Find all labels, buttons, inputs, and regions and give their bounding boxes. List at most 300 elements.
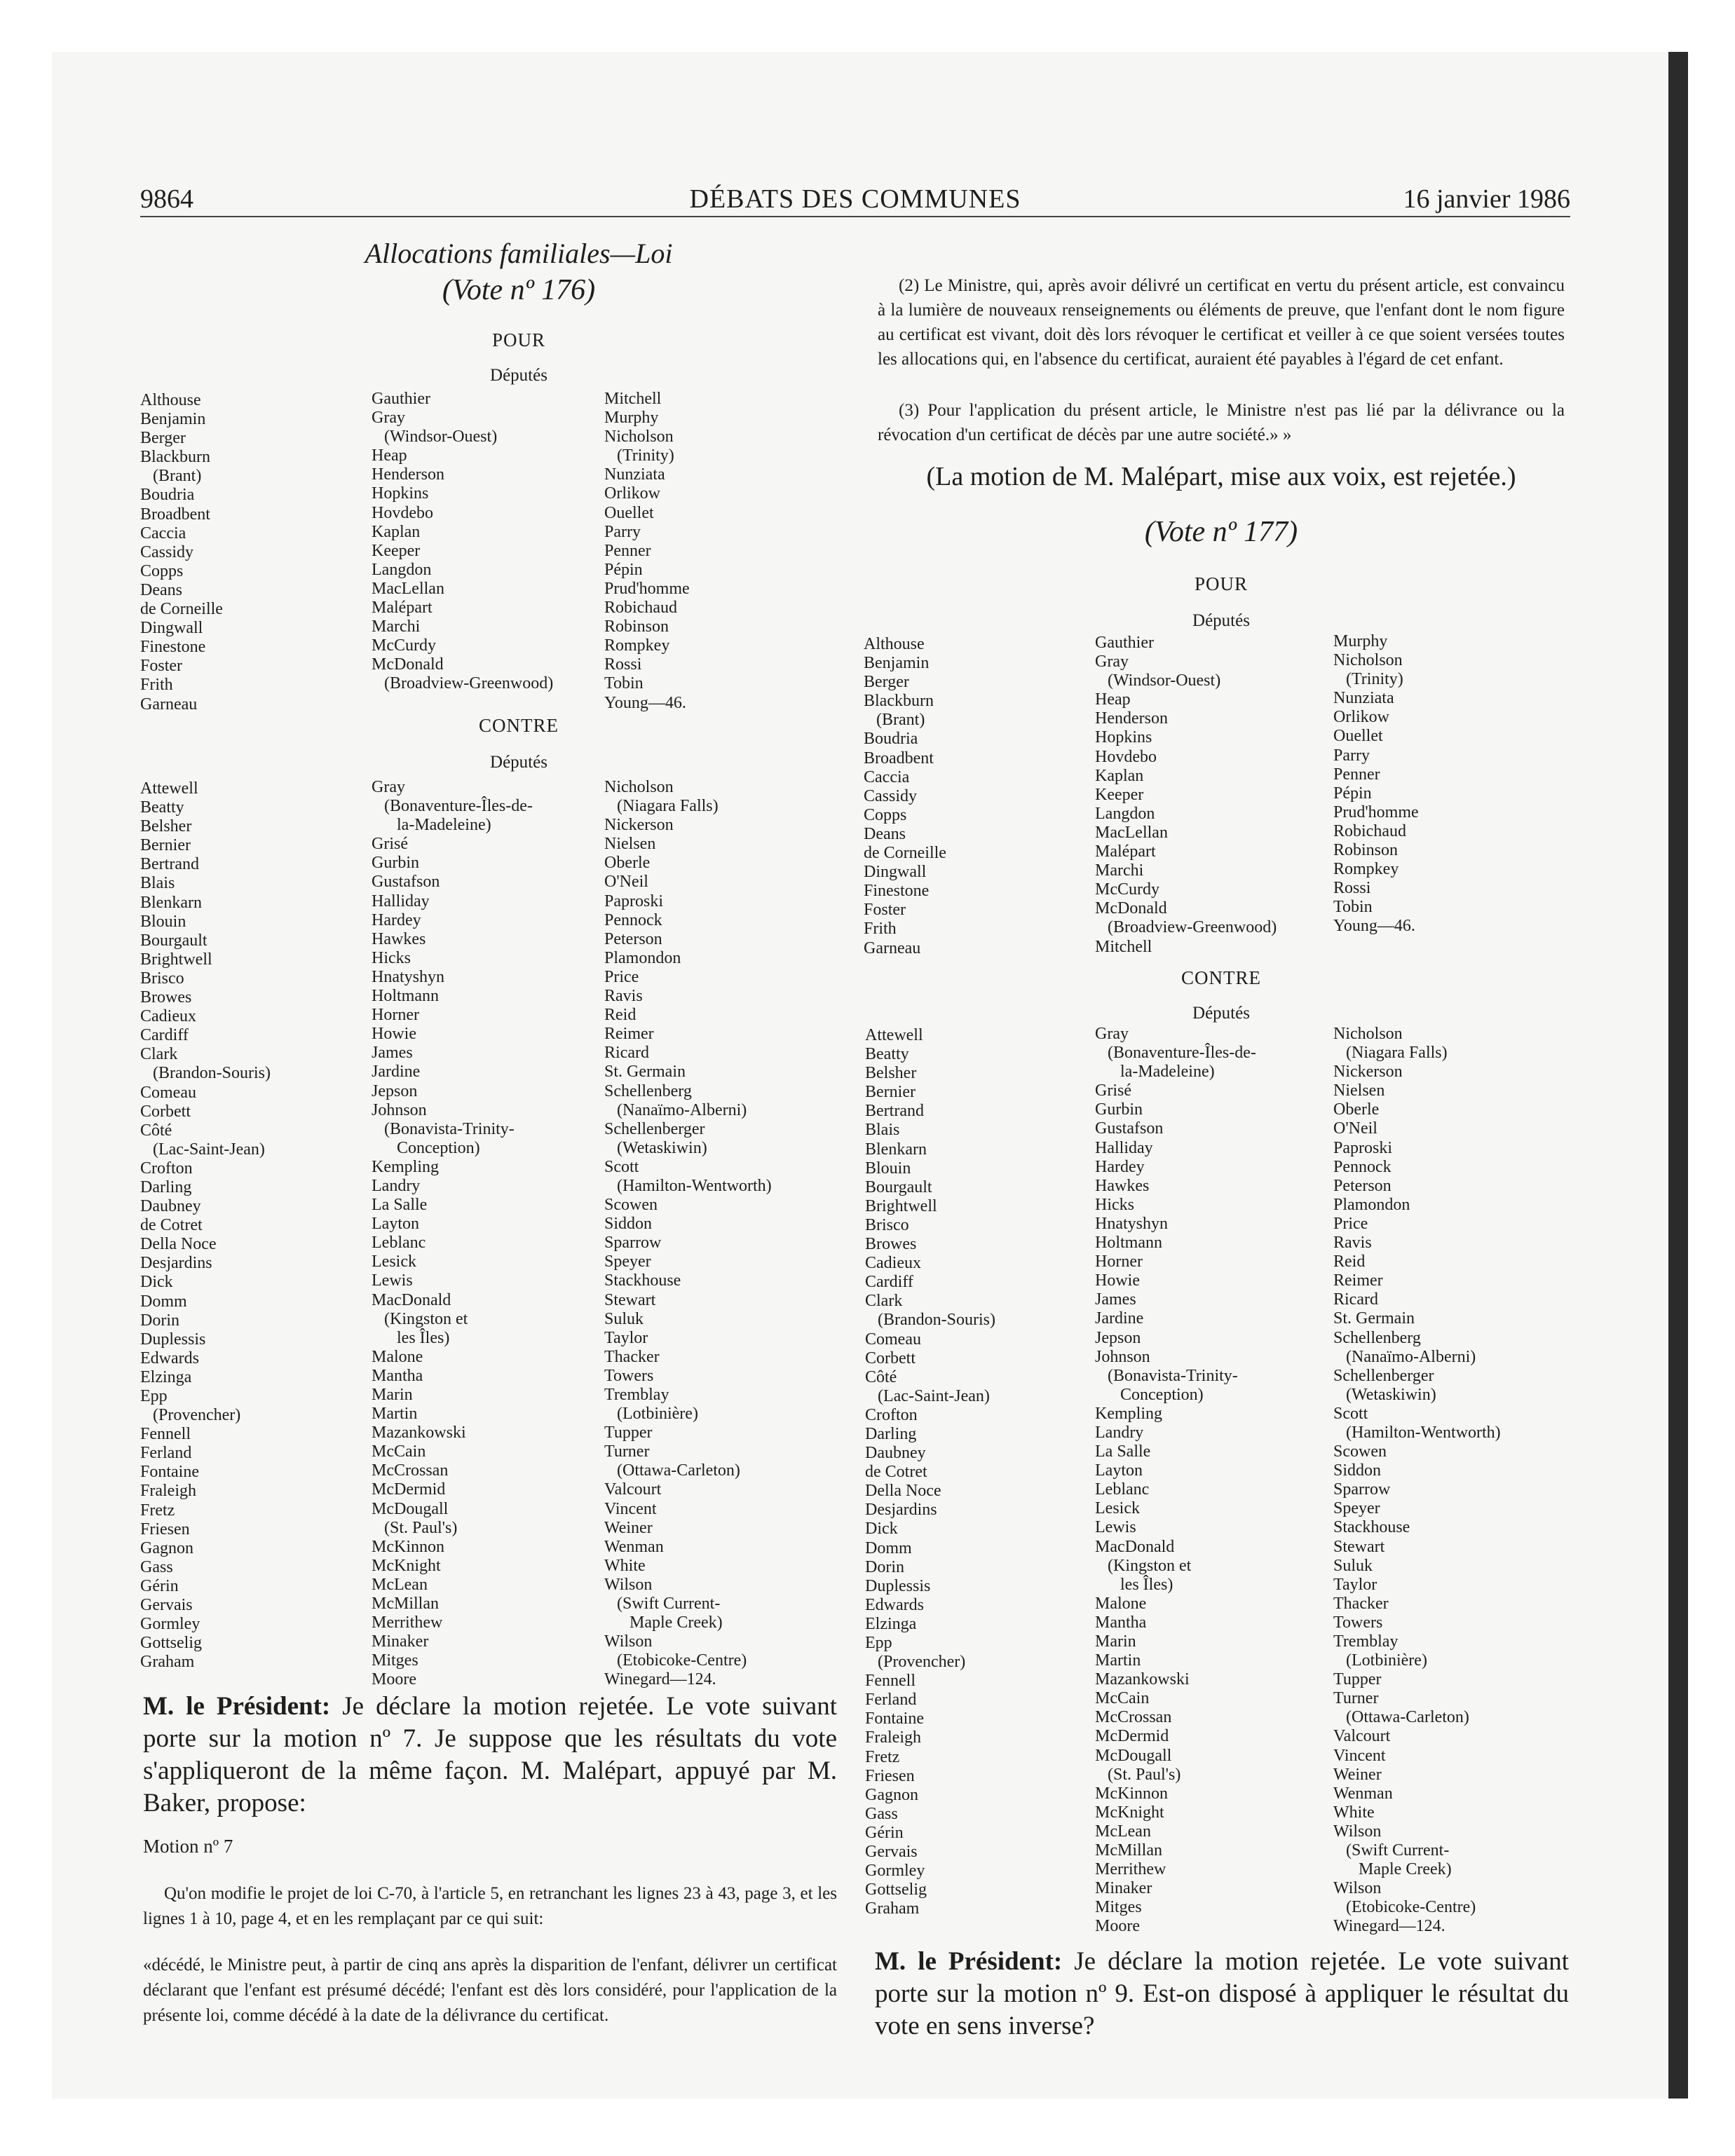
member-name: Tupper <box>604 1424 653 1442</box>
member-name: Beatty <box>865 1045 909 1064</box>
member-name: Brisco <box>865 1215 909 1234</box>
member-name: Murphy <box>604 409 659 428</box>
member-name: Stewart <box>604 1290 656 1309</box>
member-name: Nunziata <box>604 465 665 484</box>
member-name: La Salle <box>372 1196 428 1215</box>
vote-177-pour-label: POUR <box>1194 573 1248 594</box>
member-name: Hovdebo <box>1095 747 1157 766</box>
member-name: Mazankowski <box>1095 1670 1190 1689</box>
member-name: Ouellet <box>1333 727 1383 746</box>
member-name: Deans <box>864 824 906 843</box>
member-name: Ouellet <box>604 503 654 522</box>
member-name: Della Noce <box>865 1482 941 1501</box>
member-name: Benjamin <box>140 410 206 429</box>
member-name: Malépart <box>1095 842 1156 861</box>
member-name: (Kingston et <box>1095 1556 1192 1575</box>
member-name: Gray <box>1095 1025 1129 1043</box>
member-name: (Lac-Saint-Jean) <box>140 1140 265 1159</box>
speaker-label: M. le Président: <box>143 1692 331 1721</box>
member-name: (Ottawa-Carleton) <box>604 1461 740 1480</box>
vote-176-pour-col-2 <box>372 390 596 694</box>
vote-176-contre-col-2 <box>372 778 596 1690</box>
member-name: Mitges <box>1095 1898 1142 1917</box>
member-name: Prud'homme <box>604 579 690 598</box>
member-name: McLean <box>372 1575 428 1594</box>
vote-177-pour-col-1 <box>864 635 1074 958</box>
member-name: Bernier <box>865 1083 916 1102</box>
member-name: Weiner <box>604 1518 653 1537</box>
member-name: Malépart <box>372 599 433 618</box>
member-name: Frith <box>864 920 897 939</box>
member-name: Sparrow <box>604 1234 662 1253</box>
vote-176-pour-col-3 <box>604 390 836 713</box>
member-name: Valcourt <box>604 1480 662 1499</box>
member-name: Maple Creek) <box>604 1613 723 1632</box>
member-name: McKnight <box>1095 1803 1164 1822</box>
member-name: Cassidy <box>864 786 918 805</box>
member-name: Blenkarn <box>865 1140 927 1159</box>
member-name: Comeau <box>865 1330 921 1349</box>
member-name: Tremblay <box>1333 1632 1399 1651</box>
member-name: Robichaud <box>604 599 677 618</box>
member-name: Garneau <box>864 939 921 957</box>
member-name: Parry <box>604 522 641 541</box>
member-name: Jardine <box>372 1063 421 1082</box>
member-name: Caccia <box>864 767 910 786</box>
member-name: Suluk <box>1333 1556 1373 1575</box>
member-name: Nickerson <box>1333 1063 1403 1082</box>
member-name: Nickerson <box>604 816 674 835</box>
member-name: McDermid <box>1095 1727 1169 1746</box>
member-name: Cassidy <box>140 543 194 561</box>
member-name: Nielsen <box>1333 1082 1385 1100</box>
member-name: Dick <box>865 1520 898 1538</box>
member-name: Hardey <box>1095 1157 1145 1176</box>
page-number: 9864 <box>140 184 193 214</box>
member-name: Mazankowski <box>372 1424 466 1442</box>
member-name: La Salle <box>1095 1442 1151 1461</box>
subsection-3: (3) Pour l'application du présent article, le Ministre n'est pas lié par la délivrance ou la révocation d'un certificat de décès par une autre société.» » <box>878 401 1565 444</box>
member-name: Copps <box>864 805 907 824</box>
member-name: Friesen <box>140 1520 190 1538</box>
member-name: Bertrand <box>140 855 199 874</box>
member-name: (Lac-Saint-Jean) <box>865 1386 990 1405</box>
member-name: Finestone <box>140 638 206 657</box>
member-name: Hnatyshyn <box>372 967 444 986</box>
vote-176-pour-label: POUR <box>491 329 546 350</box>
member-name: Nicholson <box>1333 1025 1403 1043</box>
member-name: James <box>1095 1290 1136 1309</box>
member-name: St. Germain <box>1333 1309 1415 1328</box>
member-name: McCrossan <box>1095 1708 1172 1727</box>
member-name: Stackhouse <box>1333 1518 1410 1537</box>
member-name: Duplessis <box>140 1330 206 1349</box>
member-name: Ravis <box>604 987 643 1006</box>
member-name: Malone <box>1095 1594 1147 1613</box>
member-name: Plamondon <box>604 948 681 967</box>
member-name: (Brandon-Souris) <box>865 1311 995 1330</box>
member-name: Jardine <box>1095 1309 1144 1328</box>
member-name: Leblanc <box>1095 1480 1150 1499</box>
member-name: Martin <box>1095 1651 1141 1670</box>
member-name: Della Noce <box>140 1235 217 1254</box>
vote-177-pour-col-2 <box>1095 634 1326 957</box>
member-name: Browes <box>865 1235 917 1254</box>
member-name: Dingwall <box>864 863 927 882</box>
member-name: Robinson <box>1333 841 1399 860</box>
member-name: Marchi <box>372 618 421 636</box>
member-name: Cardiff <box>865 1273 913 1292</box>
member-name: (Windsor-Ouest) <box>372 428 498 446</box>
member-name: Graham <box>140 1653 195 1672</box>
member-name: Schellenberg <box>604 1082 692 1100</box>
member-name: Fennell <box>865 1672 916 1691</box>
member-name: (Brant) <box>864 711 925 730</box>
member-name: Leblanc <box>372 1234 426 1253</box>
member-name: Gray <box>372 409 405 428</box>
member-name: Gustafson <box>372 873 440 892</box>
member-name: Turner <box>1333 1689 1379 1708</box>
member-name: Keeper <box>1095 785 1144 804</box>
member-name: Jepson <box>372 1082 418 1100</box>
member-name: (Lotbinière) <box>604 1405 698 1424</box>
member-name: Foster <box>140 657 182 676</box>
member-name: Price <box>1333 1214 1368 1233</box>
member-name: Speyer <box>604 1253 651 1271</box>
president-text: Je déclare la motion rejetée. Le vote suivant porte sur la motion nº 9. Est-on disposé à appliquer le résultat du vote en sens inverse? <box>875 1947 1569 2040</box>
member-name: Gervais <box>140 1596 193 1615</box>
member-name: Berger <box>140 429 186 448</box>
member-name: (Broadview-Greenwood) <box>372 674 554 693</box>
member-name: Conception) <box>372 1138 480 1157</box>
member-name: Hopkins <box>372 484 429 503</box>
member-name: Browes <box>140 988 192 1007</box>
member-name: Malone <box>372 1347 423 1366</box>
member-name: Bertrand <box>865 1102 924 1121</box>
member-name: (Bonavista-Trinity- <box>372 1119 515 1138</box>
member-name: Finestone <box>864 882 930 901</box>
motion-result: (La motion de M. Malépart, mise aux voix, est rejetée.) <box>926 462 1516 491</box>
member-name: Pennock <box>1333 1157 1392 1176</box>
member-name: McMillan <box>372 1595 439 1613</box>
vote-177-pour-col-3 <box>1333 632 1565 936</box>
member-name: Attewell <box>140 779 198 798</box>
member-name: Halliday <box>372 892 430 910</box>
member-name: Mitchell <box>1095 937 1152 956</box>
member-name: Nunziata <box>1333 689 1394 708</box>
member-name: Penner <box>604 541 651 560</box>
member-name: Caccia <box>140 524 186 543</box>
member-name: de Cotret <box>140 1216 203 1235</box>
member-name: McMillan <box>1095 1841 1162 1860</box>
member-name: Turner <box>604 1442 650 1461</box>
member-name: (Ottawa-Carleton) <box>1333 1708 1469 1727</box>
member-name: Orlikow <box>604 484 660 503</box>
member-name: St. Germain <box>604 1063 686 1082</box>
president-statement-2 <box>875 1946 1569 2042</box>
member-name: Johnson <box>1095 1347 1150 1366</box>
member-name: Edwards <box>140 1349 199 1367</box>
member-name: MacLellan <box>1095 823 1168 842</box>
member-name: Oberle <box>1333 1100 1380 1119</box>
member-name: Landry <box>1095 1423 1144 1442</box>
member-name: Grisé <box>1095 1082 1131 1100</box>
member-name: Minaker <box>372 1632 429 1651</box>
member-name: Oberle <box>604 854 651 873</box>
member-name: McCain <box>372 1442 426 1461</box>
member-name: Lewis <box>1095 1518 1136 1537</box>
member-name: Martin <box>372 1405 418 1424</box>
member-name: Cadieux <box>140 1007 196 1026</box>
member-name: Langdon <box>1095 804 1155 823</box>
member-name: Hardey <box>372 910 421 929</box>
member-name: White <box>604 1556 646 1575</box>
member-name: (Trinity) <box>1333 670 1403 689</box>
vote-177-pour-sub: Députés <box>1192 611 1250 630</box>
member-name: Grisé <box>372 835 408 854</box>
member-name: Henderson <box>1095 709 1168 728</box>
member-name: Heap <box>1095 690 1131 709</box>
member-name: les Îles) <box>372 1328 450 1347</box>
member-name: (Bonavista-Trinity- <box>1095 1366 1238 1385</box>
member-name: la-Madeleine) <box>1095 1063 1215 1082</box>
member-name: McKnight <box>372 1556 441 1575</box>
member-name: Fennell <box>140 1425 191 1444</box>
member-name: Plamondon <box>1333 1195 1410 1214</box>
member-name: Gagnon <box>140 1538 193 1557</box>
member-name: (Hamilton-Wentworth) <box>604 1176 772 1195</box>
member-name: Ricard <box>1333 1290 1378 1309</box>
member-name: McCain <box>1095 1689 1150 1708</box>
member-name: Epp <box>140 1387 168 1405</box>
member-name: Wenman <box>1333 1784 1393 1803</box>
member-name: Siddon <box>604 1215 653 1234</box>
member-name: Reid <box>604 1006 637 1025</box>
member-name: (St. Paul's) <box>1095 1765 1181 1784</box>
member-name: Deans <box>140 580 182 599</box>
member-name: Dorin <box>865 1557 904 1576</box>
member-name: McCrossan <box>372 1461 449 1480</box>
member-name: Corbett <box>140 1102 191 1121</box>
member-name: Young—46. <box>1333 917 1415 936</box>
member-name: Fretz <box>140 1501 175 1520</box>
member-name: (Bonaventure-Îles-de- <box>1095 1044 1256 1063</box>
member-name: Towers <box>1333 1613 1383 1632</box>
member-name: McDermid <box>372 1480 446 1499</box>
member-name: Gottselig <box>865 1881 927 1899</box>
member-name: Brisco <box>140 969 184 988</box>
member-name: Lesick <box>372 1253 416 1271</box>
member-name: Prud'homme <box>1333 803 1419 821</box>
member-name: Blenkarn <box>140 893 202 912</box>
scan-edge-bar <box>1668 52 1688 2099</box>
member-name: Ferland <box>865 1691 917 1710</box>
member-name: Johnson <box>372 1100 427 1119</box>
member-name: Wenman <box>604 1537 664 1556</box>
vote-176-pour-col-1 <box>140 391 351 714</box>
member-name: Thacker <box>604 1347 660 1366</box>
member-name: Wilson <box>604 1575 653 1594</box>
member-name: (Brant) <box>140 467 202 486</box>
member-name: Merrithew <box>1095 1860 1166 1879</box>
member-name: (Kingston et <box>372 1309 468 1328</box>
president-statement-1 <box>143 1691 837 1820</box>
member-name: Gray <box>1095 653 1129 671</box>
member-name: Copps <box>140 561 184 580</box>
member-name: Blouin <box>140 912 186 931</box>
member-name: Landry <box>372 1176 421 1195</box>
member-name: (Wetaskiwin) <box>604 1138 707 1157</box>
member-name: Hawkes <box>1095 1176 1150 1195</box>
member-name: de Corneille <box>864 844 946 863</box>
member-name: Daubney <box>865 1444 926 1463</box>
member-name: Fraleigh <box>865 1728 921 1747</box>
member-name: Pépin <box>1333 784 1372 803</box>
member-name: (Wetaskiwin) <box>1333 1385 1436 1404</box>
member-name: Young—46. <box>604 693 686 712</box>
member-name: Marin <box>372 1386 413 1404</box>
motion-7-text: Qu'on modifie le projet de loi C-70, à l'article 5, en retranchant les lignes 23 à 43, page 3, et les lignes 1 à 10, page 4, et en les remplaçant par ce qui suit: <box>143 1884 837 1928</box>
member-name: Tobin <box>604 674 644 693</box>
member-name: Gérin <box>865 1823 904 1842</box>
member-name: Thacker <box>1333 1594 1389 1613</box>
member-name: Althouse <box>140 391 201 409</box>
member-name: Scott <box>1333 1404 1368 1423</box>
member-name: Valcourt <box>1333 1727 1391 1746</box>
member-name: Wilson <box>1333 1879 1382 1898</box>
member-name: Moore <box>1095 1917 1140 1936</box>
member-name: Blackburn <box>864 692 934 711</box>
president-text: Je déclare la motion rejetée. Le vote suivant porte sur la motion nº 7. Je suppose que les résultats du vote s'appliqueront de la même façon. M. Malépart, appuyé par M. Baker, propose: <box>143 1692 837 1817</box>
member-name: Gottselig <box>140 1634 202 1653</box>
member-name: de Corneille <box>140 600 223 619</box>
member-name: Ricard <box>604 1044 649 1063</box>
member-name: Dingwall <box>140 619 203 638</box>
member-name: Comeau <box>140 1083 196 1102</box>
member-name: Rompkey <box>1333 860 1399 879</box>
vote-177-title: (Vote nº 177) <box>1144 516 1298 548</box>
member-name: Murphy <box>1333 632 1388 650</box>
member-name: Broadbent <box>140 505 210 524</box>
member-name: Langdon <box>372 560 432 579</box>
member-name: Gurbin <box>1095 1100 1143 1119</box>
member-name: Nicholson <box>1333 651 1403 670</box>
member-name: Kempling <box>1095 1404 1162 1423</box>
member-name: Frith <box>140 676 173 695</box>
member-name: Reimer <box>1333 1271 1383 1290</box>
member-name: Blouin <box>865 1159 911 1178</box>
member-name: McCurdy <box>372 636 436 655</box>
member-name: Boudria <box>864 730 918 749</box>
member-name: Bourgault <box>865 1178 932 1196</box>
motion-7-quote: «décédé, le Ministre peut, à partir de cinq ans après la disparition de l'enfant, délivrer un certificat déclarant que l'enfant est présumé décédé; l'enfant est dès lors considéré, pour l'application de la présente loi, comme décédé à la date de la délivrance du certificat. <box>143 1956 837 2025</box>
journal-title: DÉBATS DES COMMUNES <box>689 184 1021 214</box>
member-name: Peterson <box>1333 1176 1392 1195</box>
member-name: Blackburn <box>140 448 210 467</box>
vote-176-contre-label: CONTRE <box>479 715 559 736</box>
member-name: Sparrow <box>1333 1480 1391 1499</box>
member-name: James <box>372 1044 413 1063</box>
member-name: Gérin <box>140 1576 179 1595</box>
member-name: Crofton <box>865 1405 918 1424</box>
member-name: Côté <box>140 1121 172 1140</box>
member-name: Conception) <box>1095 1385 1204 1404</box>
member-name: Fretz <box>865 1747 900 1766</box>
member-name: Henderson <box>372 465 444 484</box>
member-name: (Broadview-Greenwood) <box>1095 918 1277 937</box>
member-name: Schellenberg <box>1333 1328 1421 1347</box>
member-name: Gervais <box>865 1843 918 1862</box>
vote-176-pour-sub: Députés <box>490 366 547 385</box>
member-name: McDougall <box>372 1499 449 1518</box>
member-name: (Etobicoke-Centre) <box>604 1651 747 1670</box>
member-name: Gagnon <box>865 1785 918 1804</box>
member-name: O'Neil <box>604 873 648 892</box>
vote-177-contre-sub: Députés <box>1192 1004 1250 1023</box>
member-name: (Nanaïmo-Alberni) <box>1333 1347 1476 1366</box>
member-name: Corbett <box>865 1349 916 1367</box>
member-name: Clark <box>140 1045 178 1064</box>
member-name: Gass <box>140 1557 173 1576</box>
member-name: Fontaine <box>865 1710 924 1728</box>
member-name: Garneau <box>140 695 198 714</box>
member-name: Hicks <box>1095 1195 1134 1214</box>
member-name: Taylor <box>1333 1575 1377 1594</box>
member-name: Berger <box>864 673 909 692</box>
member-name: Robinson <box>604 618 669 636</box>
member-name: McDougall <box>1095 1746 1172 1765</box>
member-name: Brightwell <box>140 950 212 969</box>
member-name: (Provencher) <box>140 1406 241 1425</box>
member-name: Broadbent <box>864 749 934 767</box>
motion-7-label: Motion nº 7 <box>143 1836 233 1857</box>
member-name: Wilson <box>604 1632 653 1651</box>
member-name: Price <box>604 967 639 986</box>
member-name: Epp <box>865 1634 892 1652</box>
member-name: Desjardins <box>140 1254 212 1273</box>
vote-176-contre-col-3 <box>604 778 836 1690</box>
member-name: (Swift Current- <box>1333 1841 1450 1860</box>
member-name: Althouse <box>864 635 925 653</box>
member-name: MacDonald <box>1095 1537 1175 1556</box>
speaker-label: M. le Président: <box>875 1947 1063 1976</box>
member-name: Gass <box>865 1804 898 1823</box>
member-name: Tupper <box>1333 1670 1382 1689</box>
member-name: Nicholson <box>604 778 674 796</box>
member-name: Wilson <box>1333 1822 1382 1841</box>
member-name: Mantha <box>1095 1613 1147 1632</box>
member-name: McKinnon <box>372 1537 444 1556</box>
member-name: (Nanaïmo-Alberni) <box>604 1100 747 1119</box>
member-name: (Trinity) <box>604 446 674 465</box>
member-name: Fraleigh <box>140 1482 196 1501</box>
member-name: Mitges <box>372 1651 419 1670</box>
vote-177-contre-col-2 <box>1095 1025 1326 1937</box>
member-name: (Swift Current- <box>604 1595 721 1613</box>
member-name: Layton <box>372 1215 419 1234</box>
vote-176-title: (Vote nº 176) <box>442 274 596 306</box>
member-name: Gauthier <box>1095 634 1154 652</box>
member-name: Gurbin <box>372 854 419 873</box>
member-name: Schellenberger <box>604 1119 705 1138</box>
member-name: Parry <box>1333 746 1370 765</box>
vote-177-contre-col-1 <box>865 1026 1075 1918</box>
member-name: Domm <box>140 1292 187 1311</box>
member-name: Robichaud <box>1333 821 1406 840</box>
member-name: Towers <box>604 1366 654 1385</box>
member-name: Reimer <box>604 1025 654 1044</box>
member-name: Brightwell <box>865 1196 937 1215</box>
